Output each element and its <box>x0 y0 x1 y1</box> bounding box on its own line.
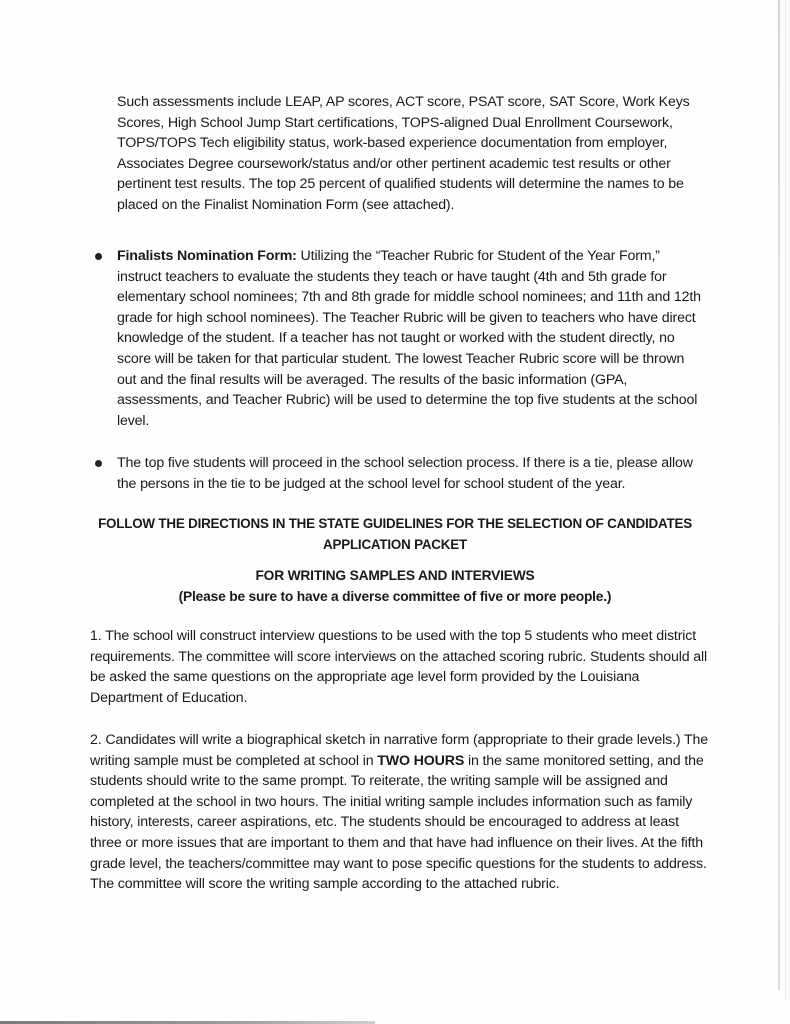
heading-line: FOLLOW THE DIRECTIONS IN THE STATE GUIDELINES FOR THE SELECTION OF CANDIDATES <box>98 516 692 531</box>
intro-paragraph: Such assessments include LEAP, AP scores, ACT score, PSAT score, SAT Score, Work Keys Scores, High School Jump Start certifications, TOPS-aligned Dual Enrollment Coursework, TOPS/TOPS Tech eligibility status, work-based experience documentation from employer, Associates Degree coursework/status and/or other pertinent academic test results or other pertinent test results. The top 25 percent of qualified students will determine the names to be placed on the Finalist Nomination Form (see attached). <box>117 94 690 213</box>
numbered-item-interview-questions: 1. The school will construct interview questions to be used with the top 5 students who meet district requirements. The committee will score interviews on the attached scoring rubric. Students should all be asked the same questions on the appropriate age level form provided by the Louisiana Department of Education. <box>90 628 708 706</box>
bullet-item-finalists-nomination-form <box>117 246 707 431</box>
bullet-item-top-five <box>117 453 707 494</box>
bullet-text: The top five students will proceed in the school selection process. If there is a tie, please allow the persons in the tie to be judged at the school level for school student of the year. <box>117 455 693 492</box>
bullet-text: Utilizing the “Teacher Rubric for Student of the Year Form,” instruct teachers to evaluate the students they teach or have taught (4th and 5th grade for elementary school nominees; 7th and 8th grade for middle school nominees; and 11th and 12th grade for high school nominees). The Teacher Rubric will be given to teachers who have direct knowledge of the student. If a teacher has not taught or worked with the student directly, no score will be taken for that particular student. The lowest Teacher Rubric score will be thrown out and the final results will be averaged. The results of the basic information (GPA, assessments, and Teacher Rubric) will be used to determine the top five students at the school level. <box>117 248 701 429</box>
section-heading-writing-samples <box>90 565 700 607</box>
item-text: 2. Candidates will write a biographical sketch in narrative form (appropriate to their grade levels.) The writing sample must be completed at school in <box>90 732 709 769</box>
item-emphasis: TWO HOURS <box>377 752 465 769</box>
heading-subline: (Please be sure to have a diverse committee of five or more people.) <box>178 589 612 604</box>
bullet-icon <box>95 253 102 260</box>
numbered-item-biographical-sketch <box>90 730 710 895</box>
scan-edge-line <box>785 0 786 1000</box>
heading-line: APPLICATION PACKET <box>323 537 467 552</box>
item-text: in the same monitored setting, and the students should write to the same prompt. To reiterate, the writing sample will be assigned and completed at the school in two hours. The initial writing sample includes information such as family history, interests, career aspirations, etc. The students should be encouraged to address at least three or more issues that are important to them and that have had influence on their lives. At the fifth grade level, the teachers/committee may want to pose specific questions for the students to address. The committee will score the writing sample according to the attached rubric. <box>90 752 707 893</box>
bullet-label: Finalists Nomination Form: <box>117 248 297 264</box>
bullet-icon <box>95 460 102 467</box>
heading-line: FOR WRITING SAMPLES AND INTERVIEWS <box>255 568 535 583</box>
scan-edge-shadow <box>778 0 780 990</box>
section-heading-state-guidelines <box>90 513 700 555</box>
